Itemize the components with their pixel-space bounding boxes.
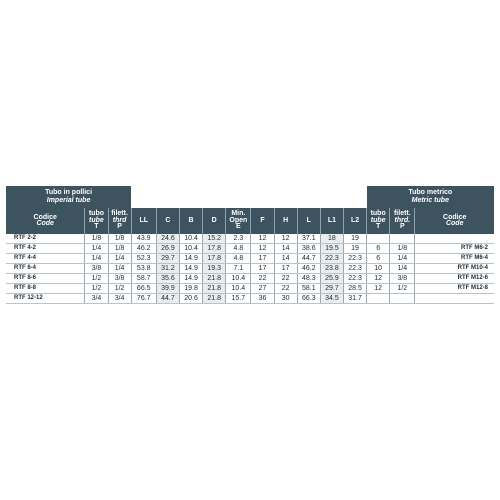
table-cell: 12	[251, 244, 274, 254]
table-cell: 34.5	[320, 294, 343, 304]
table-cell: 19.5	[320, 244, 343, 254]
table-cell: 14	[274, 244, 297, 254]
table-cell: 22	[274, 274, 297, 284]
metric-tube-title: Tubo metrico	[408, 189, 453, 196]
table-cell: 3/4	[85, 294, 108, 304]
table-cell: 29.7	[156, 254, 179, 264]
table-cell: 24.6	[156, 234, 179, 244]
imperial-tube-subtitle: Imperial tube	[46, 197, 91, 204]
table-cell: 14.9	[179, 254, 202, 264]
table-cell: 30	[274, 294, 297, 304]
col-thread-p: filett. thrd P	[108, 208, 131, 234]
col-tube-t: tubo tube T	[85, 208, 108, 234]
col-metric-tube-t: tubo tube T	[367, 208, 390, 234]
table-cell: 1/8	[108, 244, 131, 254]
table-cell: 17	[251, 264, 274, 274]
table-cell: 10.4	[179, 244, 202, 254]
table-cell: 21.8	[203, 284, 226, 294]
table-cell: 31.7	[343, 294, 366, 304]
table-row	[6, 274, 494, 284]
table-cell: 14.9	[179, 274, 202, 284]
table-cell: 1/2	[85, 274, 108, 284]
table-cell: 17.8	[203, 254, 226, 264]
table-cell: 10	[367, 264, 390, 274]
column-header-row	[6, 208, 494, 234]
table-cell: 15.7	[226, 294, 251, 304]
col-b: B	[179, 208, 202, 234]
table-cell: 28.5	[343, 284, 366, 294]
table-cell: 17.8	[203, 244, 226, 254]
table-cell: 2.3	[226, 234, 251, 244]
table-cell: 1/8	[85, 234, 108, 244]
table-row	[6, 294, 494, 304]
table-cell: 1/2	[390, 284, 415, 294]
table-cell: 12	[367, 284, 390, 294]
col-h: H	[274, 208, 297, 234]
table-cell: 21.8	[203, 294, 226, 304]
table-body	[6, 234, 494, 304]
table-cell: 23.8	[320, 264, 343, 274]
col-l: L	[297, 208, 320, 234]
table-row	[6, 264, 494, 274]
col-ll: LL	[131, 208, 156, 234]
dimensions-table	[6, 186, 494, 304]
table-cell: 12	[274, 234, 297, 244]
table-cell: 22	[251, 274, 274, 284]
table-row	[6, 254, 494, 264]
col-metric-code: Codice Code	[415, 208, 494, 234]
table-cell: 20.6	[179, 294, 202, 304]
table-cell: RTF 8-6	[6, 274, 85, 284]
table-cell: 22.3	[343, 274, 366, 284]
group-header-row	[6, 186, 494, 208]
table-row	[6, 284, 494, 294]
table-cell: RTF 2-2	[6, 234, 85, 244]
table-cell: 31.2	[156, 264, 179, 274]
table-cell: 1/2	[85, 284, 108, 294]
imperial-tube-header	[6, 186, 131, 208]
table-cell: 15.2	[203, 234, 226, 244]
table-cell	[390, 294, 415, 304]
table-cell: RTF M10-4	[415, 264, 494, 274]
table-cell: 17	[251, 254, 274, 264]
imperial-tube-title: Tubo in pollici	[45, 189, 93, 196]
table-cell: 27	[251, 284, 274, 294]
metric-tube-header	[367, 186, 494, 208]
table-cell	[415, 294, 494, 304]
table-cell: 1/4	[108, 254, 131, 264]
table-cell: 3/8	[85, 264, 108, 274]
table-cell	[367, 294, 390, 304]
table-cell: 43.9	[131, 234, 156, 244]
table-cell: 48.3	[297, 274, 320, 284]
table-row	[6, 234, 494, 244]
table-cell: 29.7	[320, 284, 343, 294]
table-cell: RTF M12-8	[415, 284, 494, 294]
table-cell: 10.4	[226, 284, 251, 294]
table-cell: 26.9	[156, 244, 179, 254]
table-cell: RTF 4-2	[6, 244, 85, 254]
table-cell: 36	[251, 294, 274, 304]
table-cell: 37.1	[297, 234, 320, 244]
table-cell: 17	[274, 264, 297, 274]
col-l1: L1	[320, 208, 343, 234]
table-cell: 21.8	[203, 274, 226, 284]
table-cell: 66.3	[297, 294, 320, 304]
table-cell: 19	[343, 244, 366, 254]
table-cell: 1/2	[108, 284, 131, 294]
table-cell: RTF 8-8	[6, 284, 85, 294]
table-cell: 14.9	[179, 264, 202, 274]
table-cell: 35.6	[156, 274, 179, 284]
table-row	[6, 244, 494, 254]
table-cell: 10.4	[226, 274, 251, 284]
table-cell: 19.3	[203, 264, 226, 274]
col-c: C	[156, 208, 179, 234]
table-cell: 3/8	[390, 274, 415, 284]
table-cell	[415, 234, 494, 244]
table-cell: RTF M12-6	[415, 274, 494, 284]
table-cell: 46.2	[297, 264, 320, 274]
table-cell: 19	[343, 234, 366, 244]
table-cell: 44.7	[156, 294, 179, 304]
table-cell: 53.8	[131, 264, 156, 274]
table-cell: 10.4	[179, 234, 202, 244]
table-cell: 4.8	[226, 244, 251, 254]
table-cell: 22.3	[343, 254, 366, 264]
table-cell: 1/4	[390, 264, 415, 274]
table-cell: 1/4	[108, 264, 131, 274]
table-cell: 6	[367, 244, 390, 254]
table-cell: 22.3	[343, 264, 366, 274]
table-cell: 6	[367, 254, 390, 264]
table-cell: 22.3	[320, 254, 343, 264]
table-cell: RTF M6-2	[415, 244, 494, 254]
table-cell: 44.7	[297, 254, 320, 264]
table-cell: RTF 6-4	[6, 264, 85, 274]
table-cell: 1/8	[108, 234, 131, 244]
col-d: D	[203, 208, 226, 234]
col-f: F	[251, 208, 274, 234]
table-cell: 7.1	[226, 264, 251, 274]
table-cell: 1/4	[85, 244, 108, 254]
table-cell: 1/4	[85, 254, 108, 264]
col-metric-thread-p: filett. thrd. P	[390, 208, 415, 234]
table-cell: 12	[367, 274, 390, 284]
col-code: Codice Code	[6, 208, 85, 234]
table-cell: 18	[320, 234, 343, 244]
table-cell: 38.6	[297, 244, 320, 254]
table-cell: RTF 4-4	[6, 254, 85, 264]
table-cell	[390, 234, 415, 244]
table-cell: 66.5	[131, 284, 156, 294]
table-cell: 3/4	[108, 294, 131, 304]
table-cell: 25.9	[320, 274, 343, 284]
table-cell: RTF M6-4	[415, 254, 494, 264]
table-cell: 52.3	[131, 254, 156, 264]
table-cell: 1/8	[390, 244, 415, 254]
table-cell: 39.9	[156, 284, 179, 294]
metric-tube-subtitle: Metric tube	[411, 197, 449, 204]
table-cell: 14	[274, 254, 297, 264]
col-l2: L2	[343, 208, 366, 234]
table-cell: 1/4	[390, 254, 415, 264]
table-cell: 46.2	[131, 244, 156, 254]
table-cell: 19.8	[179, 284, 202, 294]
table-cell: 76.7	[131, 294, 156, 304]
table-cell: 58.1	[297, 284, 320, 294]
col-min-open: Min. Open E	[226, 208, 251, 234]
table-cell: 22	[274, 284, 297, 294]
table-cell: 12	[251, 234, 274, 244]
table-cell	[367, 234, 390, 244]
table-cell: 4.8	[226, 254, 251, 264]
table-cell: 58.7	[131, 274, 156, 284]
table-cell: RTF 12-12	[6, 294, 85, 304]
table-cell: 3/8	[108, 274, 131, 284]
group-header-spacer	[131, 186, 366, 208]
